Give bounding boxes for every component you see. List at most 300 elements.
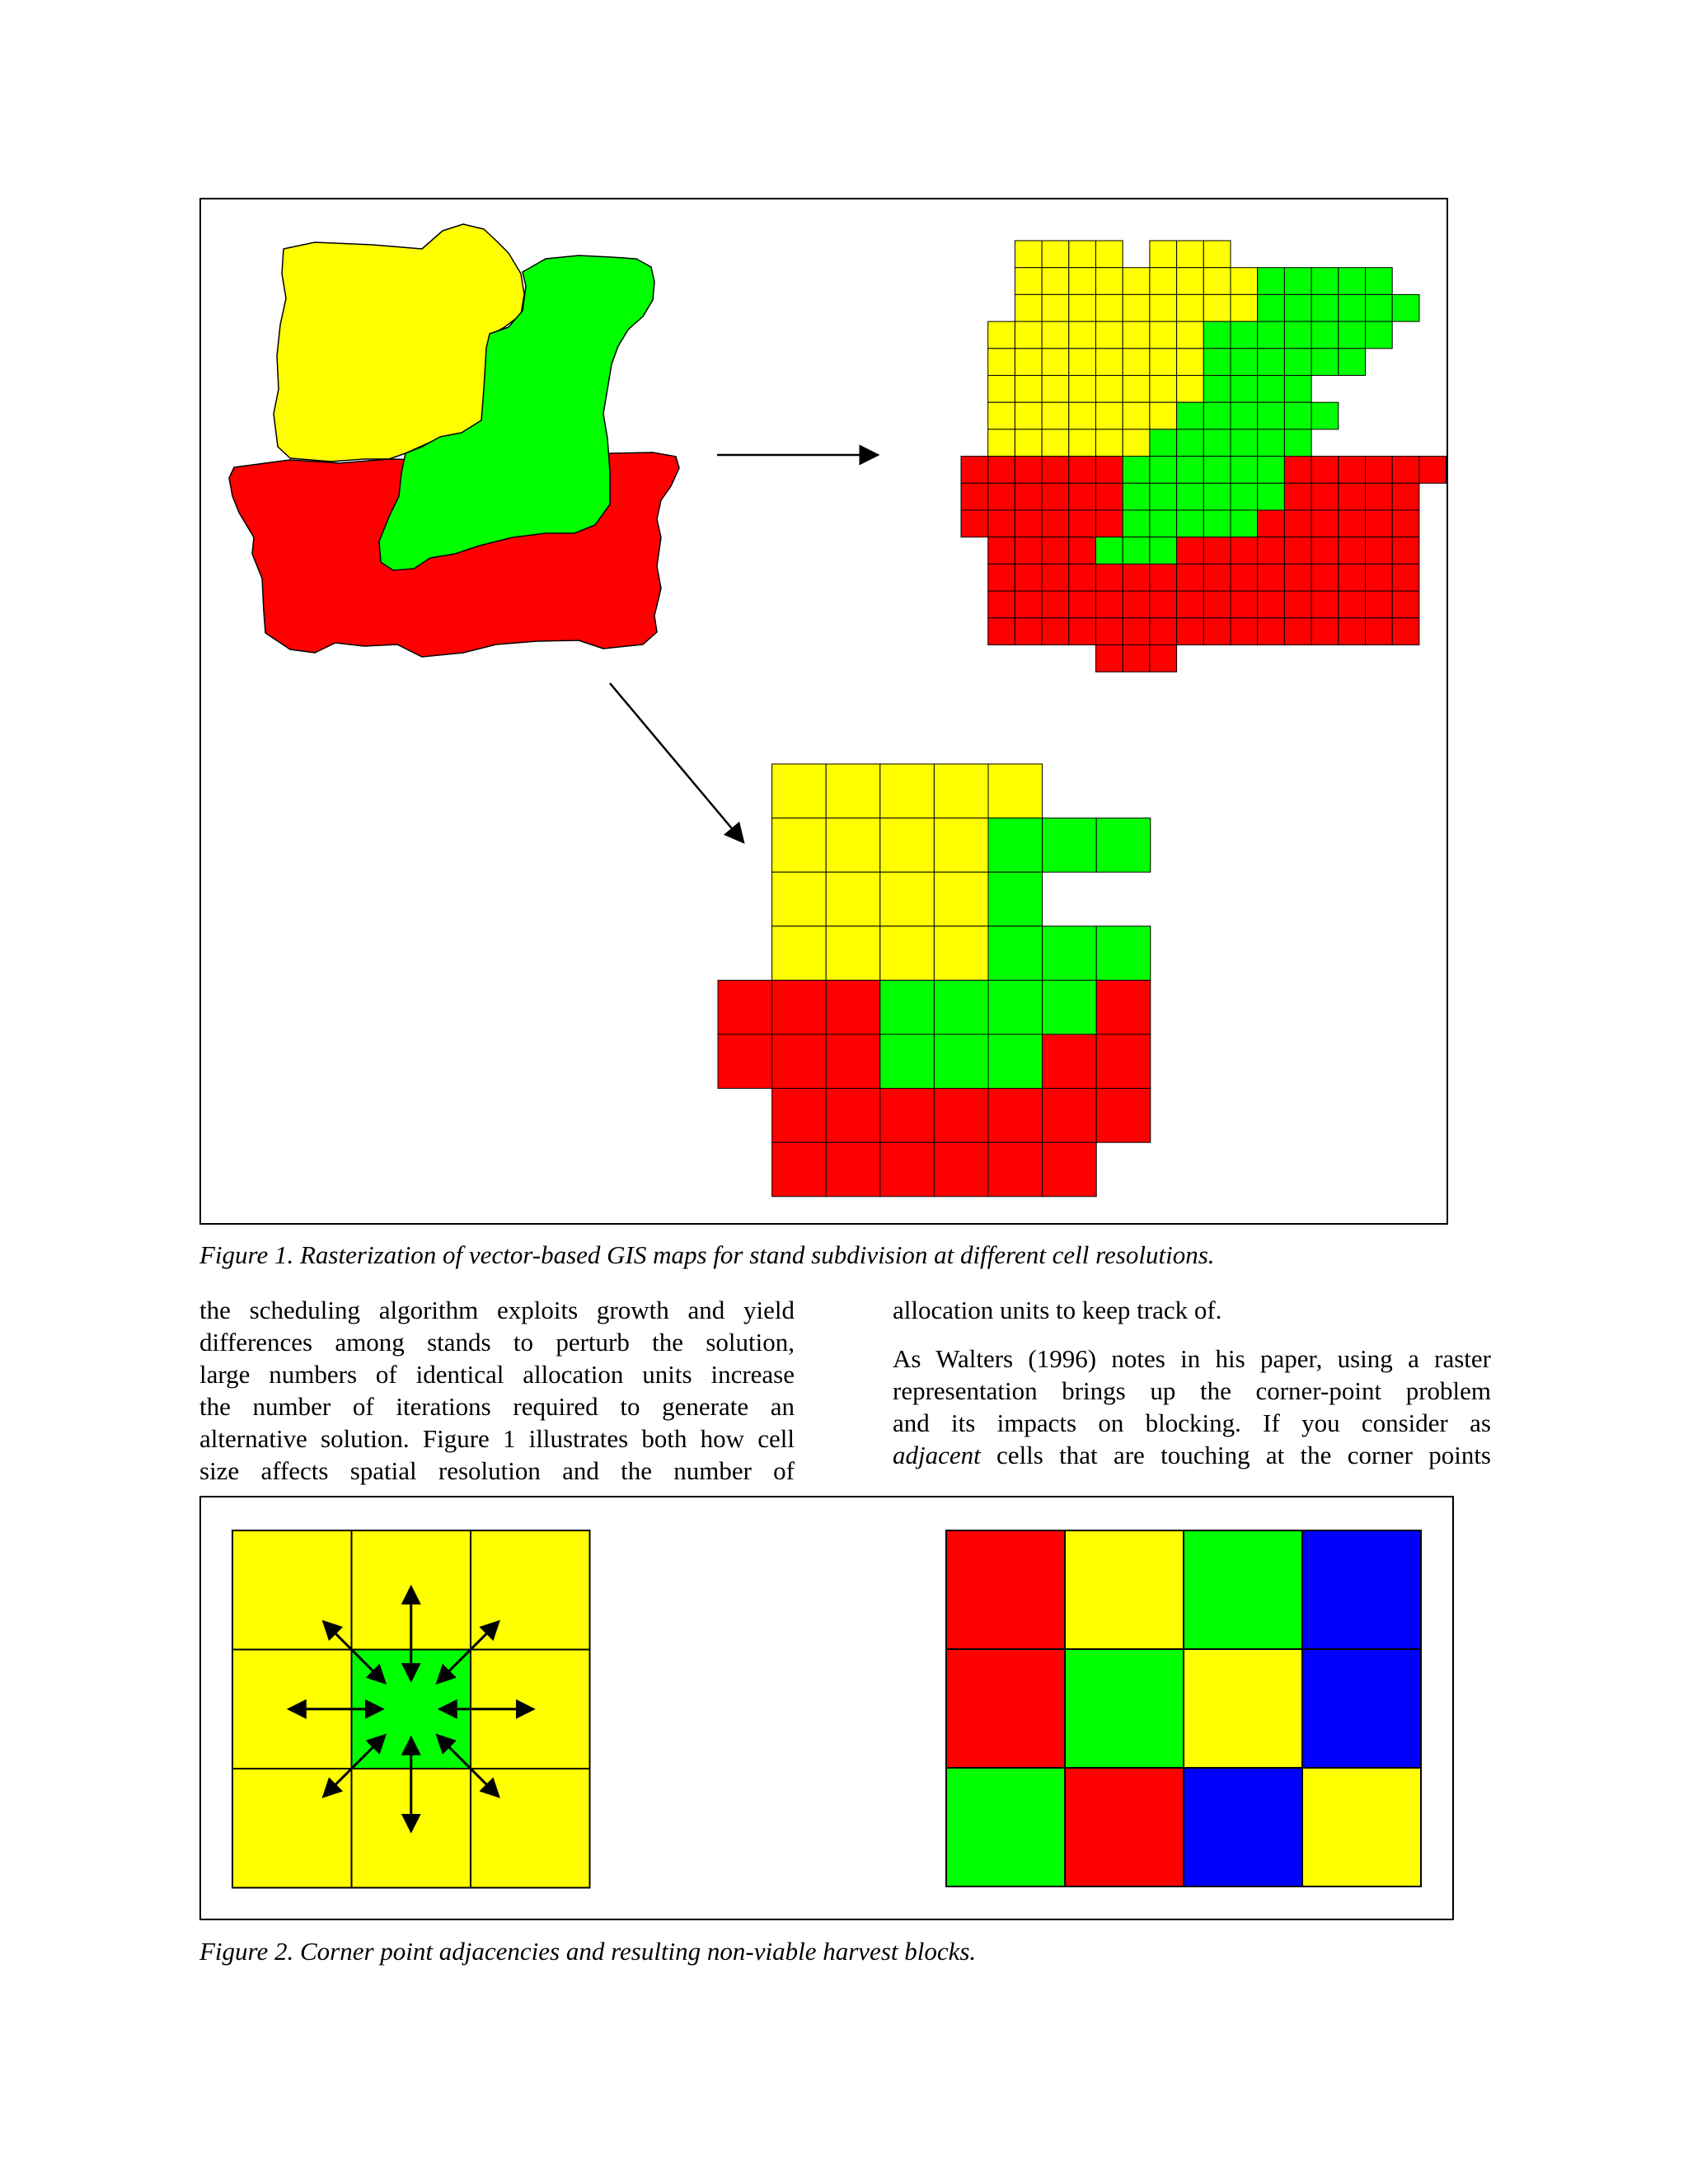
fine-raster-cell bbox=[1069, 457, 1096, 484]
fine-raster-cell bbox=[1392, 510, 1419, 537]
fine-raster-cell bbox=[1177, 564, 1204, 591]
fine-raster-cell bbox=[1311, 268, 1339, 295]
fine-raster-cell bbox=[1042, 510, 1069, 537]
coarse-raster-cell bbox=[988, 926, 1043, 981]
fine-raster-cell bbox=[1150, 591, 1177, 618]
fine-raster-cell bbox=[1366, 537, 1393, 565]
fine-raster-cell bbox=[961, 483, 988, 510]
coarse-raster-cell bbox=[826, 980, 880, 1034]
fine-raster-cell bbox=[1069, 376, 1096, 403]
fine-raster-cell bbox=[1123, 376, 1150, 403]
fine-raster-cell bbox=[1042, 402, 1069, 429]
coarse-raster-cell bbox=[772, 1142, 827, 1197]
fine-raster-cell bbox=[1123, 645, 1150, 673]
fine-raster-cell bbox=[988, 564, 1015, 591]
fine-raster-cell bbox=[988, 618, 1015, 645]
fine-raster-cell bbox=[1231, 564, 1258, 591]
fine-raster-cell bbox=[1339, 457, 1366, 484]
fine-raster-cell bbox=[1339, 483, 1366, 510]
fine-raster-cell bbox=[1123, 429, 1150, 457]
figure-2-frame bbox=[199, 1496, 1454, 1920]
fine-raster-cell bbox=[1015, 457, 1042, 484]
coarse-raster-cell bbox=[718, 980, 772, 1034]
fine-raster-cell bbox=[1177, 349, 1204, 376]
coarse-raster-cell bbox=[1043, 818, 1097, 873]
fine-raster-cell bbox=[1258, 429, 1285, 457]
text-line-rest: cells that are touching at the corner points bbox=[980, 1441, 1491, 1469]
fine-raster-cell bbox=[1069, 294, 1096, 321]
coarse-raster-cell bbox=[988, 1089, 1043, 1143]
fine-raster-cell bbox=[1069, 268, 1096, 295]
coarse-raster-cell bbox=[988, 1142, 1043, 1197]
fine-raster-cell bbox=[1042, 241, 1069, 268]
fine-raster-cell bbox=[1284, 429, 1311, 457]
vector-map bbox=[229, 224, 679, 657]
fine-raster-cell bbox=[1096, 618, 1123, 645]
fine-raster-cell bbox=[1231, 294, 1258, 321]
fine-raster-cell bbox=[1231, 429, 1258, 457]
coarse-raster-cell bbox=[826, 818, 880, 873]
harvest-block-cell bbox=[946, 1649, 1065, 1768]
fine-raster-cell bbox=[1231, 402, 1258, 429]
fine-raster-cell bbox=[1096, 321, 1123, 349]
fine-raster-cell bbox=[1311, 510, 1339, 537]
fine-raster-cell bbox=[1339, 564, 1366, 591]
fine-raster-cell bbox=[1203, 591, 1231, 618]
coarse-raster-cell bbox=[1096, 1089, 1151, 1143]
fine-raster-cell bbox=[961, 457, 988, 484]
fine-raster-cell bbox=[1311, 537, 1339, 565]
fine-raster-cell bbox=[988, 537, 1015, 565]
harvest-block-cell bbox=[1184, 1530, 1302, 1649]
fine-raster-cell bbox=[1311, 591, 1339, 618]
coarse-raster-cell bbox=[1096, 926, 1151, 981]
coarse-raster-cell bbox=[880, 1089, 935, 1143]
fine-raster-cell bbox=[988, 591, 1015, 618]
fine-raster-cell bbox=[1231, 268, 1258, 295]
fine-raster-cell bbox=[1042, 457, 1069, 484]
harvest-block-cell bbox=[1184, 1649, 1302, 1768]
fine-raster-cell bbox=[1284, 618, 1311, 645]
fine-raster-cell bbox=[988, 349, 1015, 376]
fine-raster-cell bbox=[1339, 268, 1366, 295]
fine-raster-cell bbox=[1150, 483, 1177, 510]
coarse-raster-cell bbox=[988, 1034, 1043, 1089]
fine-raster-cell bbox=[1015, 510, 1042, 537]
arrow-to-coarse-grid bbox=[610, 683, 743, 842]
harvest-block-cell bbox=[946, 1768, 1065, 1886]
fine-raster-cell bbox=[1284, 591, 1311, 618]
fine-raster-cell bbox=[1150, 457, 1177, 484]
coarse-raster-cell bbox=[772, 1034, 827, 1089]
fine-raster-cell bbox=[1123, 564, 1150, 591]
fine-raster-cell bbox=[1015, 321, 1042, 349]
coarse-raster-cell bbox=[718, 1034, 772, 1089]
fine-raster-cell bbox=[1123, 268, 1150, 295]
fine-raster-cell bbox=[1366, 294, 1393, 321]
fine-raster-cell bbox=[1042, 483, 1069, 510]
figure-2-graphic bbox=[201, 1497, 1452, 1919]
fine-raster-cell bbox=[1284, 564, 1311, 591]
fine-raster-cell bbox=[1096, 349, 1123, 376]
coarse-raster-cell bbox=[934, 1142, 988, 1197]
fine-raster-cell bbox=[1096, 268, 1123, 295]
fine-raster-cell bbox=[1231, 457, 1258, 484]
coarse-raster-cell bbox=[826, 1089, 880, 1143]
figure-1-caption: Figure 1. Rasterization of vector-based GIS maps for stand subdivision at different cell resolutions. bbox=[199, 1240, 1215, 1269]
fine-raster-cell bbox=[1311, 321, 1339, 349]
fine-raster-cell bbox=[1284, 457, 1311, 484]
fine-raster-cell bbox=[1069, 537, 1096, 565]
fine-raster-cell bbox=[1231, 376, 1258, 403]
fine-raster-cell bbox=[1284, 294, 1311, 321]
fine-raster-cell bbox=[1177, 510, 1204, 537]
fine-raster-cell bbox=[1150, 241, 1177, 268]
fine-raster-cell bbox=[1203, 321, 1231, 349]
right-text-column bbox=[893, 1294, 1491, 1471]
fine-raster-cell bbox=[1069, 241, 1096, 268]
fine-raster-cell bbox=[1284, 510, 1311, 537]
text-line: size affects spatial resolution and the number of bbox=[199, 1456, 795, 1485]
fine-raster-cell bbox=[1203, 483, 1231, 510]
fine-raster-cell bbox=[1150, 429, 1177, 457]
fine-raster-cell bbox=[1123, 591, 1150, 618]
fine-raster-cell bbox=[1258, 268, 1285, 295]
fine-raster-cell bbox=[1203, 564, 1231, 591]
fine-raster-cell bbox=[988, 429, 1015, 457]
fine-raster-cell bbox=[1258, 591, 1285, 618]
fine-raster-cell bbox=[1015, 376, 1042, 403]
fine-raster-cell bbox=[1339, 349, 1366, 376]
fine-raster-cell bbox=[1231, 537, 1258, 565]
fine-raster-cell bbox=[1392, 591, 1419, 618]
fine-raster-cell bbox=[1258, 537, 1285, 565]
fine-raster-cell bbox=[1177, 591, 1204, 618]
fine-raster-cell bbox=[1015, 349, 1042, 376]
fine-raster-cell bbox=[1015, 402, 1042, 429]
fine-raster-cell bbox=[1069, 618, 1096, 645]
left-text-column bbox=[199, 1294, 795, 1487]
fine-raster-cell bbox=[1123, 510, 1150, 537]
fine-raster-cell bbox=[1258, 402, 1285, 429]
coarse-raster-cell bbox=[1096, 980, 1151, 1034]
fine-raster-cell bbox=[1419, 457, 1447, 484]
fine-raster-cell bbox=[1231, 618, 1258, 645]
fine-raster-cell bbox=[1069, 402, 1096, 429]
fine-raster-cell bbox=[1366, 591, 1393, 618]
fine-raster-cell bbox=[1150, 268, 1177, 295]
harvest-block-cell bbox=[1302, 1649, 1421, 1768]
fine-raster-cell bbox=[1177, 618, 1204, 645]
fine-raster-cell bbox=[1150, 402, 1177, 429]
fine-raster-cell bbox=[1284, 268, 1311, 295]
fine-raster-cell bbox=[1203, 537, 1231, 565]
coarse-raster-cell bbox=[988, 980, 1043, 1034]
figure-2-caption: Figure 2. Corner point adjacencies and resulting non-viable harvest blocks. bbox=[199, 1937, 977, 1966]
fine-raster-cell bbox=[1284, 376, 1311, 403]
fine-raster-cell bbox=[1069, 429, 1096, 457]
fine-raster-cell bbox=[1203, 376, 1231, 403]
text-line: alternative solution. Figure 1 illustrates both how cell bbox=[199, 1424, 795, 1453]
harvest-block-cell bbox=[1302, 1768, 1421, 1886]
fine-raster-cell bbox=[988, 321, 1015, 349]
fine-raster-cell bbox=[1231, 321, 1258, 349]
fine-raster-cell bbox=[1123, 349, 1150, 376]
coarse-raster-cell bbox=[934, 872, 988, 926]
text-line bbox=[893, 1439, 1491, 1471]
fine-raster-cell bbox=[961, 510, 988, 537]
corner-adjacency-grid bbox=[232, 1530, 590, 1888]
coarse-raster-cell bbox=[1043, 1034, 1097, 1089]
fine-raster-cell bbox=[1366, 564, 1393, 591]
coarse-raster-cell bbox=[934, 1034, 988, 1089]
fine-raster-cell bbox=[1392, 564, 1419, 591]
fine-raster-cell bbox=[1311, 618, 1339, 645]
fine-raster-cell bbox=[1150, 564, 1177, 591]
coarse-raster-cell bbox=[934, 926, 988, 981]
fine-raster-cell bbox=[1123, 321, 1150, 349]
fine-raster-cell bbox=[1177, 241, 1204, 268]
fine-raster-cell bbox=[1366, 321, 1393, 349]
coarse-raster-cell bbox=[772, 926, 827, 981]
fine-raster-cell bbox=[1258, 483, 1285, 510]
coarse-raster-cell bbox=[1096, 1034, 1151, 1089]
fine-raster-cell bbox=[1231, 591, 1258, 618]
fine-raster-cell bbox=[1123, 294, 1150, 321]
fine-raster-cell bbox=[1203, 241, 1231, 268]
fine-raster-cell bbox=[1177, 537, 1204, 565]
fine-raster-cell bbox=[1177, 376, 1204, 403]
fine-raster-cell bbox=[1339, 321, 1366, 349]
fine-raster-cell bbox=[1339, 294, 1366, 321]
fine-raster-cell bbox=[988, 457, 1015, 484]
fine-raster-cell bbox=[988, 402, 1015, 429]
coarse-raster-cell bbox=[772, 980, 827, 1034]
fine-raster-cell bbox=[1069, 564, 1096, 591]
fine-raster-cell bbox=[1258, 510, 1285, 537]
fine-raster-cell bbox=[1069, 510, 1096, 537]
fine-raster-cell bbox=[1392, 618, 1419, 645]
fine-raster-cell bbox=[1177, 483, 1204, 510]
fine-raster-cell bbox=[1042, 618, 1069, 645]
fine-raster-cell bbox=[1339, 591, 1366, 618]
fine-raster-cell bbox=[1150, 349, 1177, 376]
fine-raster-cell bbox=[1311, 349, 1339, 376]
fine-raster-cell bbox=[1069, 591, 1096, 618]
fine-raster-cell bbox=[988, 483, 1015, 510]
fine-raster-cell bbox=[1284, 321, 1311, 349]
fine-raster-cell bbox=[1366, 457, 1393, 484]
fine-raster-cell bbox=[1311, 457, 1339, 484]
fine-raster-cell bbox=[1015, 429, 1042, 457]
coarse-raster-cell bbox=[880, 1034, 935, 1089]
fine-raster-cell bbox=[1042, 268, 1069, 295]
text-line: large numbers of identical allocation units increase bbox=[199, 1360, 795, 1389]
fine-raster-cell bbox=[1123, 483, 1150, 510]
fine-raster-cell bbox=[1096, 591, 1123, 618]
fine-raster-cell bbox=[1042, 564, 1069, 591]
fine-raster-cell bbox=[1042, 591, 1069, 618]
fine-raster-cell bbox=[1258, 294, 1285, 321]
coarse-raster-cell bbox=[1043, 926, 1097, 981]
fine-raster-cell bbox=[1203, 268, 1231, 295]
fine-raster-cell bbox=[1366, 510, 1393, 537]
fine-raster-cell bbox=[1123, 537, 1150, 565]
fine-raster-cell bbox=[1150, 321, 1177, 349]
coarse-raster-cell bbox=[880, 872, 935, 926]
fine-raster-cell bbox=[1123, 402, 1150, 429]
coarse-raster-cell bbox=[772, 818, 827, 873]
fine-raster-cell bbox=[1339, 537, 1366, 565]
fine-raster-cell bbox=[1258, 618, 1285, 645]
fine-raster-cell bbox=[1042, 537, 1069, 565]
fine-raster-cell bbox=[1339, 510, 1366, 537]
text-line: As Walters (1996) notes in his paper, using a raster bbox=[893, 1344, 1491, 1373]
fine-raster-cell bbox=[1150, 645, 1177, 673]
fine-raster-cell bbox=[1096, 402, 1123, 429]
fine-raster-cell bbox=[1015, 268, 1042, 295]
coarse-raster-cell bbox=[772, 872, 827, 926]
fine-raster-cell bbox=[1203, 429, 1231, 457]
fine-raster-cell bbox=[1015, 564, 1042, 591]
fine-raster-cell bbox=[1231, 349, 1258, 376]
fine-raster-cell bbox=[1258, 564, 1285, 591]
fine-raster-cell bbox=[1177, 457, 1204, 484]
fine-raster-cell bbox=[1150, 537, 1177, 565]
coarse-raster-cell bbox=[880, 764, 935, 818]
fine-raster-cell bbox=[1311, 483, 1339, 510]
coarse-raster-cell bbox=[880, 1142, 935, 1197]
harvest-block-cell bbox=[1065, 1768, 1184, 1886]
fine-raster-cell bbox=[1069, 349, 1096, 376]
fine-raster-cell bbox=[1231, 510, 1258, 537]
figure-1-frame bbox=[199, 198, 1448, 1225]
coarse-raster-cell bbox=[988, 764, 1043, 818]
coarse-raster-cell bbox=[826, 1142, 880, 1197]
harvest-block-grid bbox=[946, 1530, 1421, 1886]
fine-raster-cell bbox=[1203, 618, 1231, 645]
fine-raster-cell bbox=[1284, 349, 1311, 376]
coarse-raster-cell bbox=[1043, 1089, 1097, 1143]
fine-raster-cell bbox=[1042, 321, 1069, 349]
fine-raster-grid bbox=[961, 241, 1447, 672]
harvest-block-cell bbox=[1065, 1530, 1184, 1649]
italic-word: adjacent bbox=[893, 1441, 981, 1469]
fine-raster-cell bbox=[1203, 457, 1231, 484]
coarse-raster-cell bbox=[826, 1034, 880, 1089]
fine-raster-cell bbox=[1150, 618, 1177, 645]
fine-raster-cell bbox=[1311, 402, 1339, 429]
coarse-raster-cell bbox=[826, 764, 880, 818]
harvest-block-cell bbox=[946, 1530, 1065, 1649]
fine-raster-cell bbox=[1042, 294, 1069, 321]
fine-raster-cell bbox=[1177, 402, 1204, 429]
fine-raster-cell bbox=[1177, 294, 1204, 321]
fine-raster-cell bbox=[1015, 618, 1042, 645]
fine-raster-cell bbox=[1177, 429, 1204, 457]
text-line: representation brings up the corner-point problem bbox=[893, 1376, 1491, 1405]
fine-raster-cell bbox=[1123, 457, 1150, 484]
fine-raster-cell bbox=[1203, 510, 1231, 537]
coarse-raster-cell bbox=[880, 818, 935, 873]
harvest-block-cell bbox=[1065, 1649, 1184, 1768]
coarse-raster-cell bbox=[772, 1089, 827, 1143]
fine-raster-cell bbox=[1123, 618, 1150, 645]
text-line: the number of iterations required to generate an bbox=[199, 1392, 795, 1421]
fine-raster-cell bbox=[1366, 268, 1393, 295]
fine-raster-cell bbox=[1284, 537, 1311, 565]
fine-raster-cell bbox=[1258, 376, 1285, 403]
fine-raster-cell bbox=[1311, 564, 1339, 591]
coarse-raster-grid bbox=[718, 764, 1151, 1197]
coarse-raster-cell bbox=[1096, 818, 1151, 873]
fine-raster-cell bbox=[1015, 591, 1042, 618]
coarse-raster-cell bbox=[934, 1089, 988, 1143]
fine-raster-cell bbox=[1042, 349, 1069, 376]
fine-raster-cell bbox=[1042, 429, 1069, 457]
fine-raster-cell bbox=[1284, 402, 1311, 429]
fine-raster-cell bbox=[1392, 294, 1419, 321]
coarse-raster-cell bbox=[988, 872, 1043, 926]
coarse-raster-cell bbox=[934, 764, 988, 818]
fine-raster-cell bbox=[988, 376, 1015, 403]
fine-raster-cell bbox=[1096, 429, 1123, 457]
fine-raster-cell bbox=[1284, 483, 1311, 510]
fine-raster-cell bbox=[1258, 349, 1285, 376]
fine-raster-cell bbox=[1258, 321, 1285, 349]
fine-raster-cell bbox=[1366, 618, 1393, 645]
text-line: the scheduling algorithm exploits growth and yield bbox=[199, 1296, 795, 1324]
fine-raster-cell bbox=[1096, 457, 1123, 484]
fine-raster-cell bbox=[1042, 376, 1069, 403]
fine-raster-cell bbox=[1150, 294, 1177, 321]
harvest-block-cell bbox=[1302, 1530, 1421, 1649]
fine-raster-cell bbox=[1150, 376, 1177, 403]
coarse-raster-cell bbox=[934, 818, 988, 873]
coarse-raster-cell bbox=[826, 926, 880, 981]
fine-raster-cell bbox=[1096, 483, 1123, 510]
fine-raster-cell bbox=[1203, 349, 1231, 376]
figure-1-graphic bbox=[201, 199, 1447, 1223]
fine-raster-cell bbox=[1015, 294, 1042, 321]
fine-raster-cell bbox=[1177, 321, 1204, 349]
fine-raster-cell bbox=[1015, 483, 1042, 510]
fine-raster-cell bbox=[1069, 321, 1096, 349]
fine-raster-cell bbox=[1258, 457, 1285, 484]
coarse-raster-cell bbox=[1043, 980, 1097, 1034]
fine-raster-cell bbox=[1096, 537, 1123, 565]
coarse-raster-cell bbox=[934, 980, 988, 1034]
fine-raster-cell bbox=[1231, 483, 1258, 510]
fine-raster-cell bbox=[1392, 537, 1419, 565]
fine-raster-cell bbox=[1096, 510, 1123, 537]
fine-raster-cell bbox=[1096, 294, 1123, 321]
fine-raster-cell bbox=[1015, 537, 1042, 565]
text-line: differences among stands to perturb the solution, bbox=[199, 1328, 795, 1357]
fine-raster-cell bbox=[988, 510, 1015, 537]
fine-raster-cell bbox=[1096, 376, 1123, 403]
fine-raster-cell bbox=[1015, 241, 1042, 268]
fine-raster-cell bbox=[1150, 510, 1177, 537]
fine-raster-cell bbox=[1096, 564, 1123, 591]
fine-raster-cell bbox=[1177, 268, 1204, 295]
fine-raster-cell bbox=[1069, 483, 1096, 510]
coarse-raster-cell bbox=[880, 926, 935, 981]
fine-raster-cell bbox=[1311, 294, 1339, 321]
fine-raster-cell bbox=[1203, 402, 1231, 429]
harvest-block-cell bbox=[1184, 1768, 1302, 1886]
coarse-raster-cell bbox=[880, 980, 935, 1034]
